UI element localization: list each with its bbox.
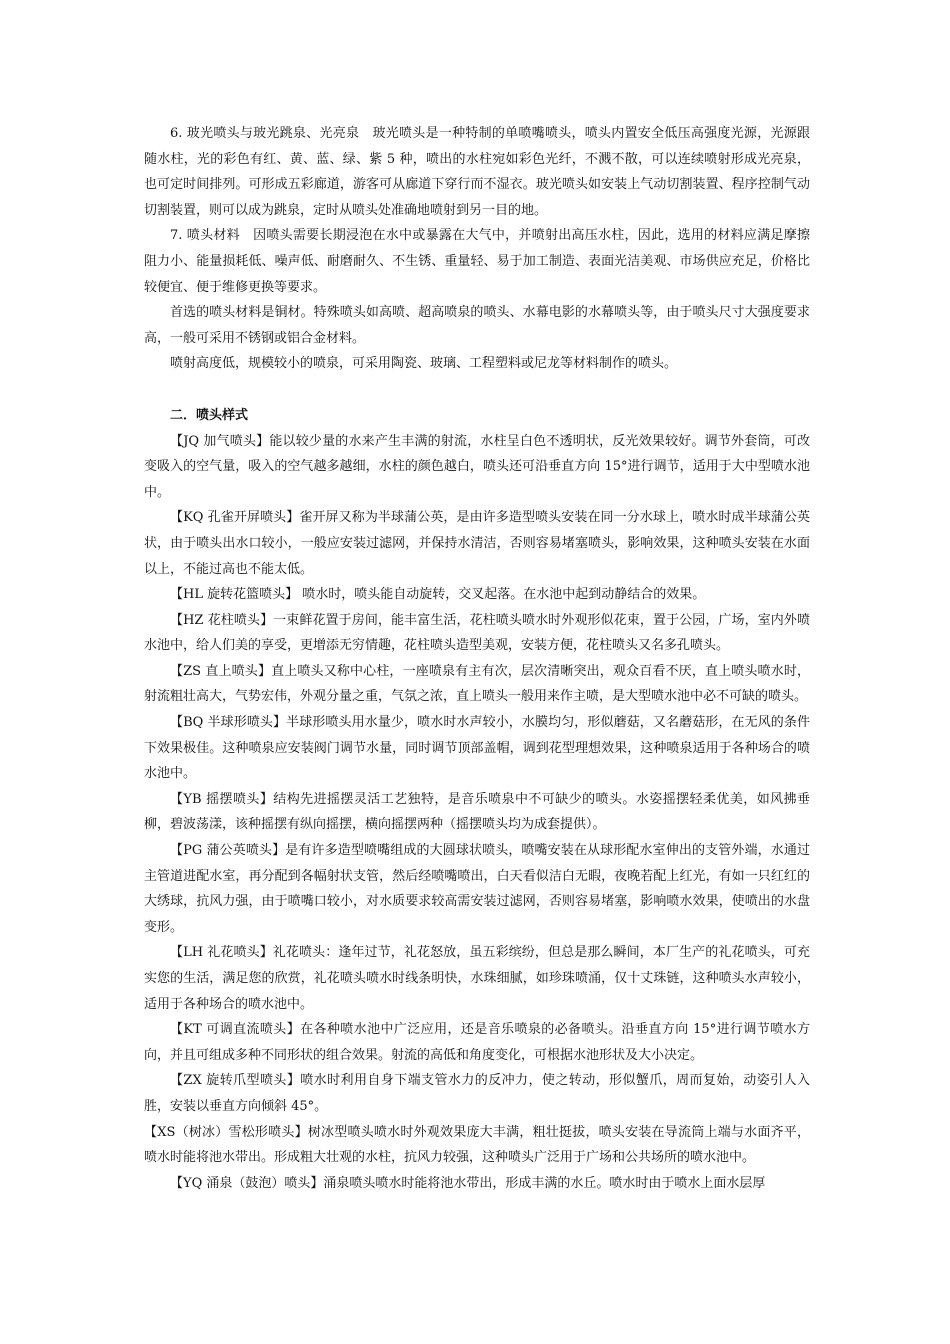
nozzle-item-zx: 【ZX 旋转爪型喷头】喷水时利用自身下端支管水力的反冲力，使之转动，形似蟹爪，周而复始，动姿引人入胜，安装以垂直方向倾斜 45°。 xyxy=(144,1073,810,1114)
nozzle-item-yq: 【YQ 涌泉（鼓泡）喷头】涌泉喷头喷水时能将池水带出，形成丰满的水丘。喷水时由于喷水上面水层厚 xyxy=(170,1175,766,1191)
nozzle-item-hl: 【HL 旋转花篮喷头】 喷水时，喷头能自动旋转，交叉起落。在水池中起到动静结合的效果。 xyxy=(170,587,706,603)
nozzle-item-kq: 【KQ 孔雀开屏喷头】雀开屏又称为半球蒲公英，是由许多造型喷头安装在同一分水球上，喷水时成半球蒲公英状，由于喷头出水口较小，一般应安装过滤网，并保持水清洁，否则容易堵塞喷头，影响效果，这种喷头安装在水面以上，不能过高也不能太低。 xyxy=(144,510,810,577)
document-page xyxy=(144,121,810,1196)
paragraph-nozzle-material: 7. 喷头材料 因喷头需要长期浸泡在水中或暴露在大气中，并喷射出高压水柱，因此，选用的材料应满足摩擦阻力小、能量损耗低、噪声低、耐磨耐久、不生锈、重量轻、易于加工制造、表面光洁美观、市场供应充足，价格比较便宜、便于维修更换等要求。 xyxy=(144,228,810,295)
paragraph-preferred-material: 首选的喷头材料是铜材。特殊喷头如高喷、超高喷泉的喷头、水幕电影的水幕喷头等，由于喷头尺寸大强度要求高，一般可采用不锈钢或铝合金材料。 xyxy=(144,305,810,346)
nozzle-item-jq: 【JQ 加气喷头】能以较少量的水来产生丰满的射流，水柱呈白色不透明状，反光效果较好。调节外套筒，可改变吸入的空气量，吸入的空气越多越细，水柱的颜色越白，喷头还可沿垂直方向 15°进行调节，适用于大中型喷水池中。 xyxy=(144,433,810,500)
paragraph-low-height-fountain: 喷射高度低，规模较小的喷泉，可采用陶瓷、玻璃、工程塑料或尼龙等材料制作的喷头。 xyxy=(170,356,678,372)
nozzle-item-hz: 【HZ 花柱喷头】一束鲜花置于房间，能丰富生活，花柱喷头喷水时外观形似花束，置于公园，广场，室内外喷水池中，给人们美的享受，更增添无穷情趣，花柱喷头造型美观，安装方便，花柱喷头又名多孔喷头。 xyxy=(144,612,810,654)
nozzle-item-pg: 【PG 蒲公英喷头】是有许多造型喷嘴组成的大圆球状喷头，喷嘴安装在从球形配水室伸出的支管外端，水通过主管道进配水室，再分配到各幅射状支管，然后经喷嘴喷出，白天看似洁白无暇，夜晚若配上红光，有如一只红红的大绣球，抗风力强，由于喷嘴口较小，对水质要求较高需安装过滤网，否则容易堵塞，影响喷水效果，使喷出的水盘变形。 xyxy=(144,843,810,935)
nozzle-item-yb: 【YB 摇摆喷头】结构先进摇摆灵活工艺独特，是音乐喷泉中不可缺少的喷头。水姿摇摆轻柔优美，如风拂垂柳，碧波荡漾，该种摇摆有纵向摇摆，横向摇摆两种（摇摆喷头均为成套提供）。 xyxy=(144,791,810,833)
nozzle-item-zs: 【ZS 直上喷头】直上喷头又称中心柱，一座喷泉有主有次，层次清晰突出，观众百看不厌，直上喷头喷水时，射流粗壮高大，气势宏伟，外观分量之重，气氛之浓，直上喷头一般用来作主喷，是大型喷水池中必不可缺的喷头。 xyxy=(144,663,810,705)
nozzle-item-xs: 【XS（树冰）雪松形喷头】树冰型喷头喷水时外观效果庞大丰满，粗壮挺拔，喷头安装在导流筒上端与水面齐平，喷水时能将池水带出。形成粗大壮观的水柱，抗风力较强，这种喷头广泛用于广场和公共场所的喷水池中。 xyxy=(144,1124,810,1166)
section-heading: 二．喷头样式 xyxy=(170,407,249,423)
nozzle-item-bq: 【BQ 半球形喷头】半球形喷头用水量少，喷水时水声较小，水膜均匀，形似蘑菇，又名蘑菇形，在无风的条件下效果极佳。这种喷泉应安装阀门调节水量，同时调节顶部盖帽，调到花型理想效果，这种喷泉适用于各种场合的喷水池中。 xyxy=(144,715,810,782)
paragraph-fountain-light-nozzle: 6. 玻光喷头与玻光跳泉、光亮泉 玻光喷头是一种特制的单喷嘴喷头，喷头内置安全低压高强度光源，光源跟随水柱，光的彩色有红、黄、蓝、绿、紫 5 种，喷出的水柱宛如彩色光纤，不溅不散，可以连续喷射形成光亮泉，也可定时间排列。可形成五彩廊道，游客可从廊道下穿行而不湿衣。玻光喷头如安装上气动切割装置、程序控制气动切割装置，则可以成为跳泉，定时从喷头处准确地喷射到另一目的地。 xyxy=(144,126,810,218)
nozzle-item-kt: 【KT 可调直流喷头】在各种喷水池中广泛应用，还是音乐喷泉的必备喷头。沿垂直方向 15°进行调节喷水方向，并且可组成多种不同形状的组合效果。射流的高低和角度变化，可根据水池形状及大小决定。 xyxy=(144,1022,810,1063)
nozzle-item-lh: 【LH 礼花喷头】礼花喷头：逢年过节，礼花怒放，虽五彩缤纷，但总是那么瞬间，本厂生产的礼花喷头，可充实您的生活，满足您的欣赏，礼花喷头喷水时线条明快，水珠细腻，如珍珠喷涌，仅十丈珠链，这种喷头水声较小，适用于各种场合的喷水池中。 xyxy=(144,945,810,1012)
